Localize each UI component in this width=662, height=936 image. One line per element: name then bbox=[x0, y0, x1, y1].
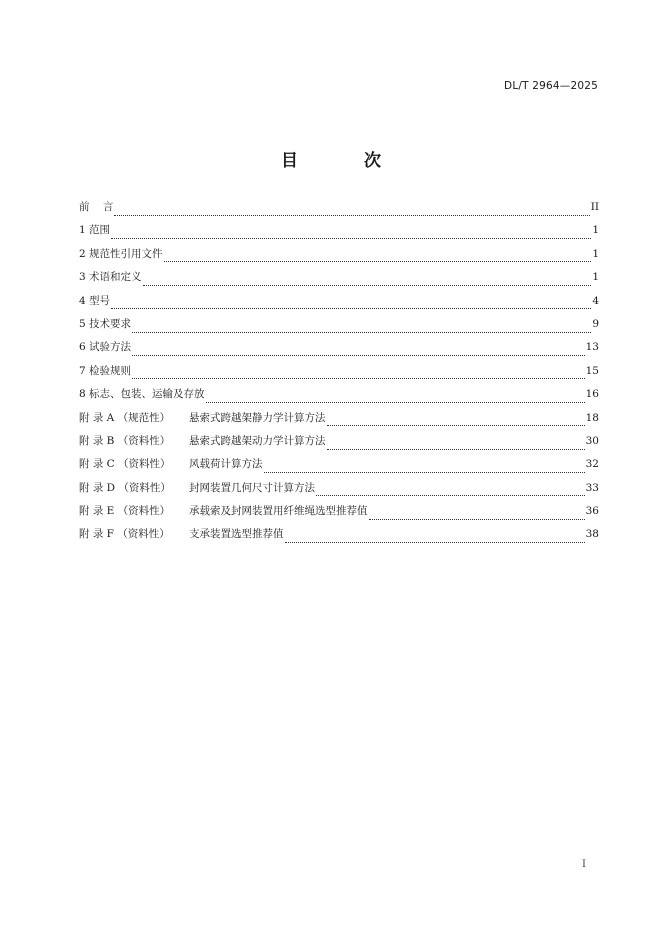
dot-leader bbox=[143, 276, 592, 286]
toc-entry-label bbox=[79, 503, 368, 519]
toc-entry-title: 悬索式跨越架静力学计算方法 bbox=[189, 411, 326, 424]
page-number: I bbox=[582, 859, 586, 870]
appendix-prefix: 附 录 D （资料性） bbox=[79, 481, 171, 494]
toc-entry-label bbox=[79, 363, 131, 379]
page-title: 目 次 bbox=[281, 151, 411, 171]
table-of-contents bbox=[79, 199, 599, 550]
toc-entry-page: 36 bbox=[585, 505, 599, 518]
toc-entry-page: 1 bbox=[592, 224, 599, 237]
document-code: DL/T 2964—2025 bbox=[504, 80, 598, 92]
appendix-prefix: 附 录 A （规范性） bbox=[79, 411, 171, 424]
toc-entry[interactable] bbox=[79, 480, 599, 503]
toc-entry[interactable] bbox=[79, 293, 599, 316]
toc-entry-label bbox=[79, 456, 263, 472]
toc-entry-title: 1 范围 bbox=[79, 224, 111, 237]
toc-entry[interactable] bbox=[79, 410, 599, 433]
toc-entry-label bbox=[79, 222, 110, 238]
dot-leader bbox=[111, 299, 591, 309]
dot-leader bbox=[264, 463, 585, 473]
dot-leader bbox=[316, 486, 585, 496]
toc-entry-title: 前 言 bbox=[79, 201, 114, 213]
toc-entry[interactable] bbox=[79, 222, 599, 245]
dot-leader bbox=[132, 323, 591, 333]
toc-entry[interactable] bbox=[79, 386, 599, 409]
toc-entry-title: 2 规范性引用文件 bbox=[79, 247, 163, 260]
toc-entry[interactable] bbox=[79, 199, 599, 222]
toc-entry-title: 7 检验规则 bbox=[79, 364, 132, 377]
dot-leader bbox=[327, 440, 585, 450]
dot-leader bbox=[164, 252, 592, 262]
toc-entry[interactable] bbox=[79, 363, 599, 386]
toc-entry-label bbox=[79, 480, 315, 496]
toc-entry-page: 16 bbox=[585, 388, 599, 401]
toc-entry-page: 4 bbox=[592, 294, 599, 307]
toc-entry[interactable] bbox=[79, 526, 599, 549]
toc-entry-label bbox=[79, 410, 326, 426]
toc-entry[interactable] bbox=[79, 246, 599, 269]
appendix-prefix: 附 录 E （资料性） bbox=[79, 505, 171, 518]
toc-entry[interactable] bbox=[79, 339, 599, 362]
toc-entry-page: 1 bbox=[592, 247, 599, 260]
toc-entry[interactable] bbox=[79, 433, 599, 456]
toc-entry-label bbox=[79, 339, 131, 355]
toc-entry-page: 33 bbox=[585, 481, 599, 494]
dot-leader bbox=[111, 229, 591, 239]
toc-entry-title: 悬索式跨越架动力学计算方法 bbox=[189, 434, 326, 447]
dot-leader bbox=[132, 369, 585, 379]
toc-entry-title: 承载索及封网装置用纤维绳选型推荐值 bbox=[189, 505, 368, 518]
toc-entry-page: 38 bbox=[585, 528, 599, 541]
toc-entry-page: 1 bbox=[592, 271, 599, 284]
toc-entry-label bbox=[79, 269, 142, 285]
toc-entry-title: 封网装置几何尺寸计算方法 bbox=[189, 481, 315, 494]
toc-entry-page: 9 bbox=[592, 317, 599, 330]
toc-entry-page: II bbox=[590, 201, 599, 213]
toc-entry[interactable] bbox=[79, 456, 599, 479]
toc-entry[interactable] bbox=[79, 503, 599, 526]
toc-entry-label bbox=[79, 293, 110, 309]
toc-entry-label bbox=[79, 199, 113, 215]
toc-entry-title: 风载荷计算方法 bbox=[189, 458, 263, 471]
toc-entry-label bbox=[79, 316, 131, 332]
toc-entry-label bbox=[79, 386, 205, 402]
appendix-prefix: 附 录 F （资料性） bbox=[79, 528, 170, 541]
toc-entry-title: 6 试验方法 bbox=[79, 341, 132, 354]
toc-entry[interactable] bbox=[79, 269, 599, 292]
toc-entry-label bbox=[79, 246, 163, 262]
toc-entry-title: 3 术语和定义 bbox=[79, 271, 142, 284]
toc-entry-title: 5 技术要求 bbox=[79, 317, 132, 330]
toc-entry-label bbox=[79, 433, 326, 449]
dot-leader bbox=[132, 346, 585, 356]
toc-entry-title: 4 型号 bbox=[79, 294, 111, 307]
toc-entry-page: 32 bbox=[585, 458, 599, 471]
toc-entry-page: 18 bbox=[585, 411, 599, 424]
appendix-prefix: 附 录 C （资料性） bbox=[79, 458, 171, 471]
dot-leader bbox=[327, 416, 585, 426]
toc-entry-title: 支承装置选型推荐值 bbox=[189, 528, 284, 541]
dot-leader bbox=[285, 533, 585, 543]
toc-entry-title: 8 标志、包装、运输及存放 bbox=[79, 388, 205, 401]
dot-leader bbox=[369, 510, 585, 520]
dot-leader bbox=[114, 206, 589, 216]
toc-entry-page: 13 bbox=[585, 341, 599, 354]
dot-leader bbox=[206, 393, 585, 403]
toc-entry-page: 30 bbox=[585, 434, 599, 447]
toc-entry-page: 15 bbox=[585, 364, 599, 377]
appendix-prefix: 附 录 B （资料性） bbox=[79, 434, 171, 447]
toc-entry[interactable] bbox=[79, 316, 599, 339]
toc-entry-label bbox=[79, 526, 284, 542]
